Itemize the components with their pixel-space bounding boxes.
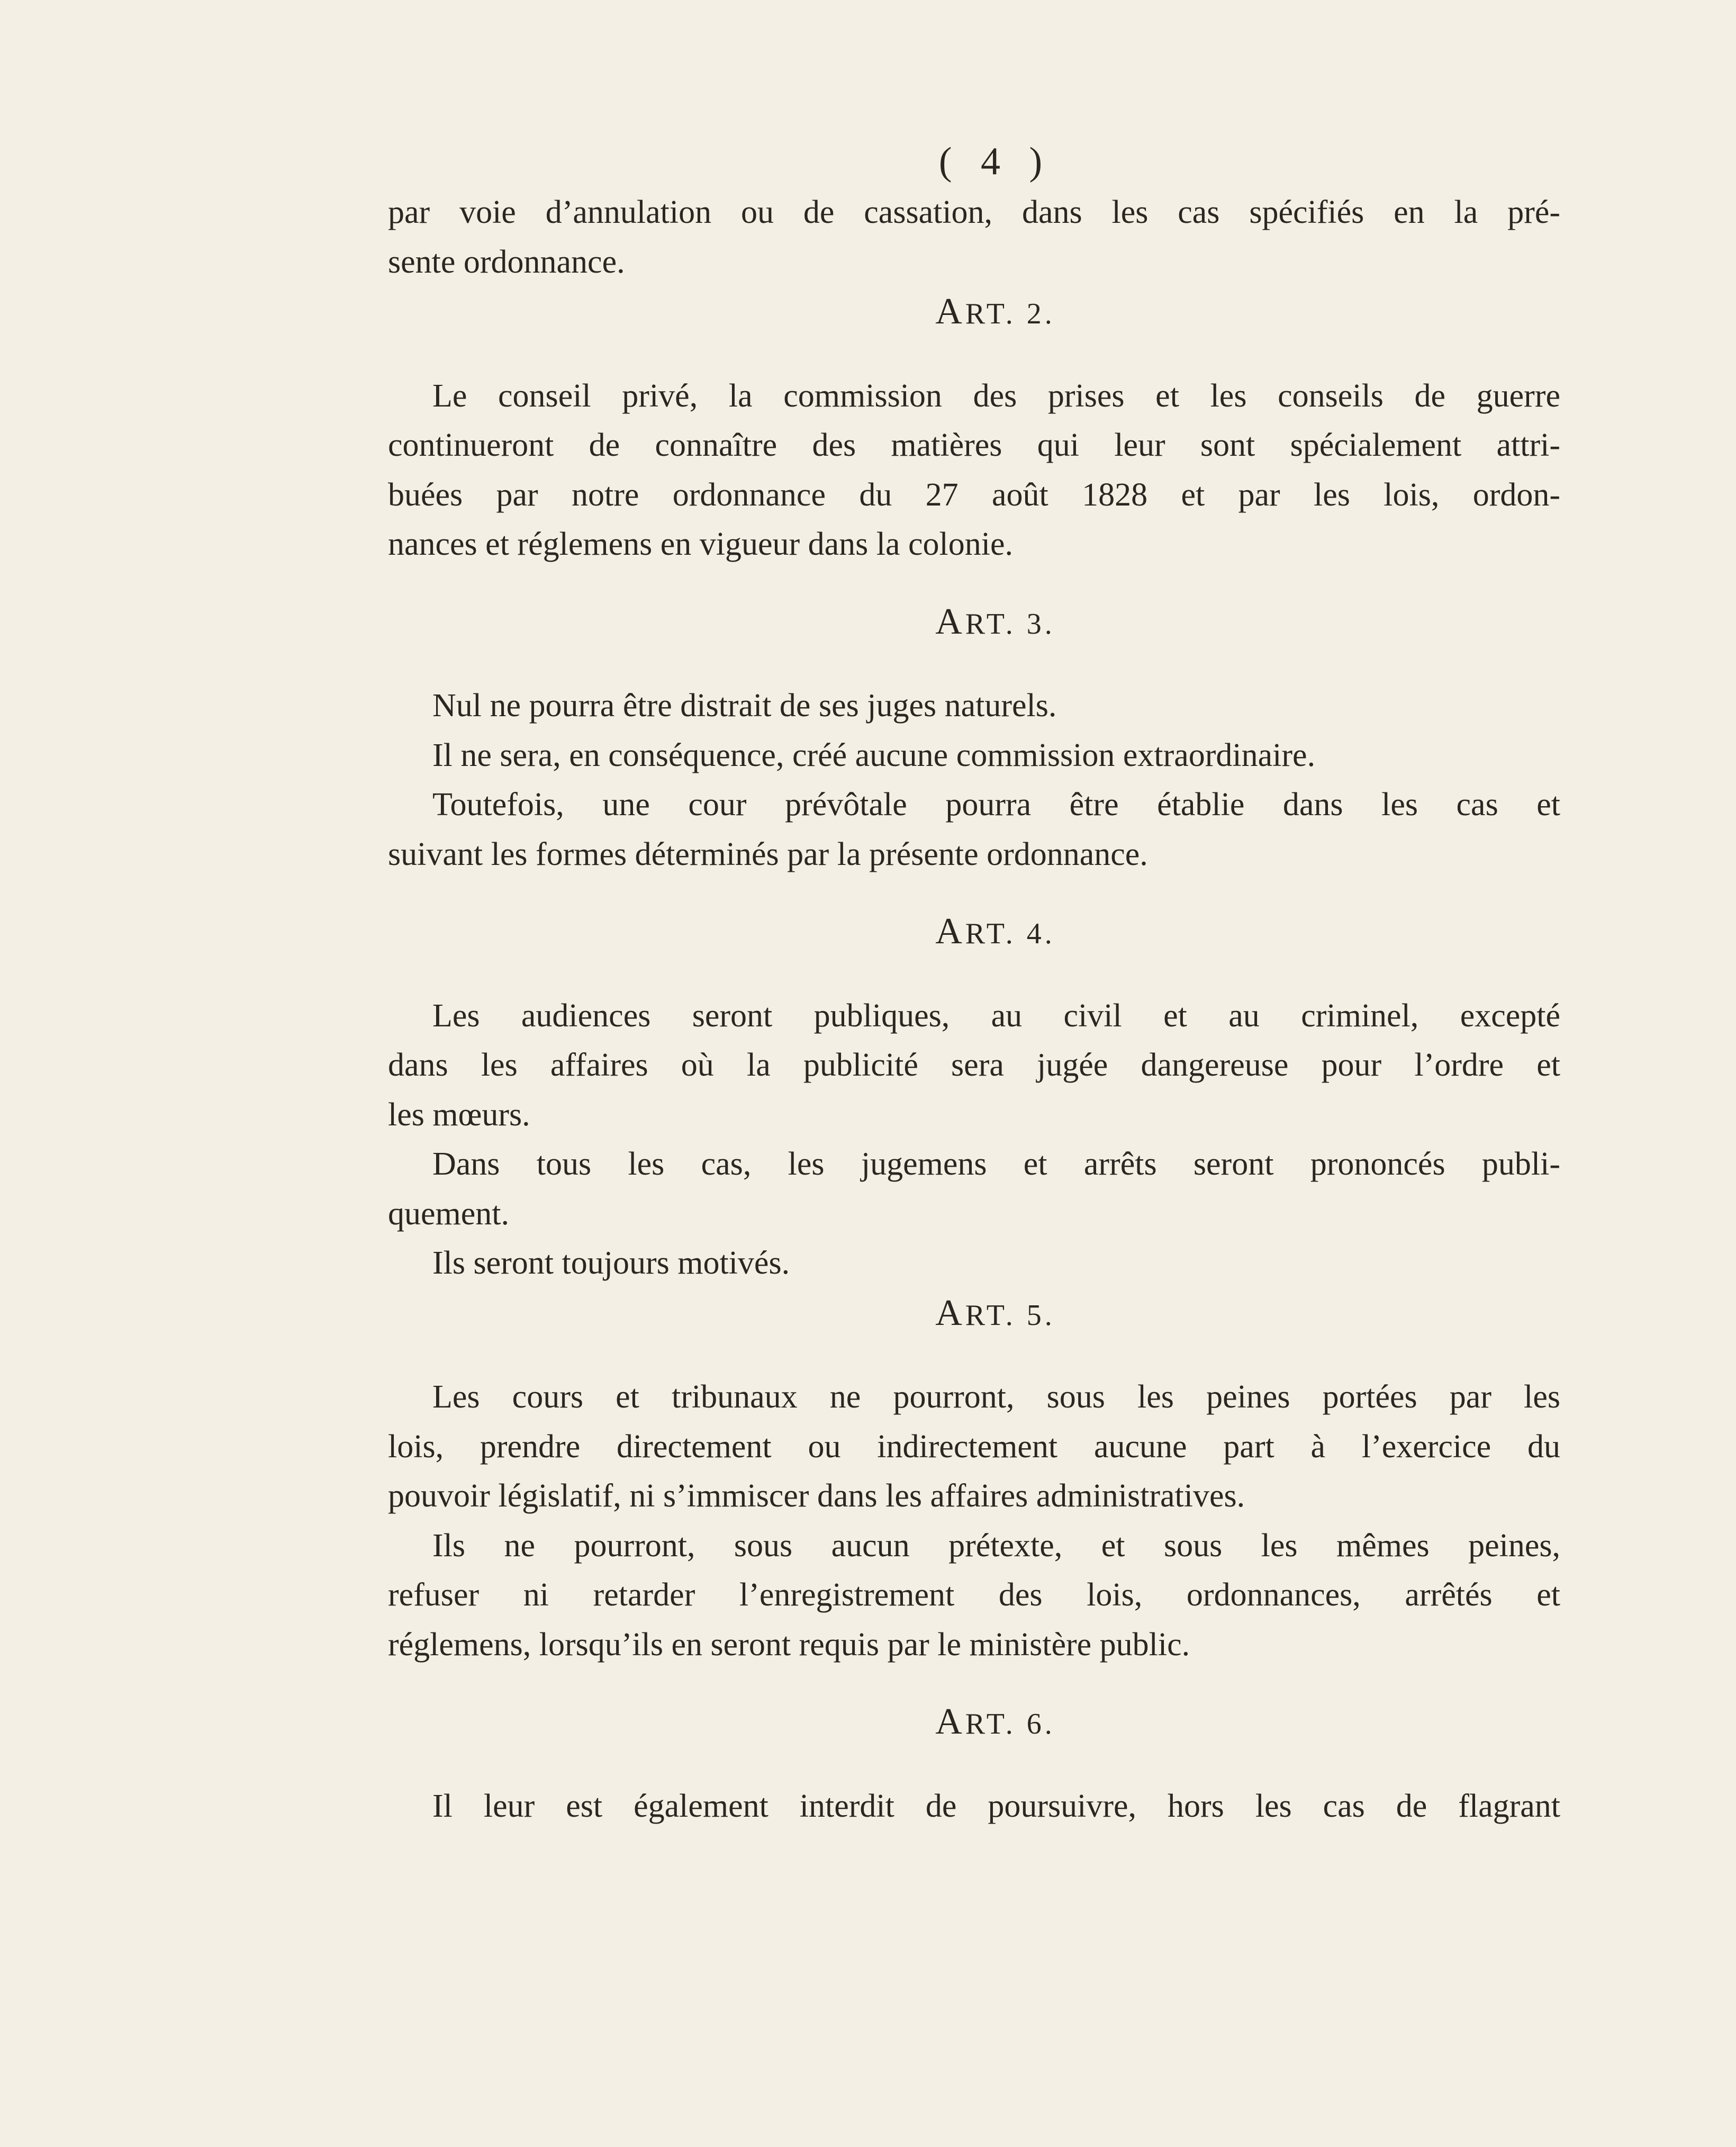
text-line: Ils ne pourront, sous aucun prétexte, et sous les mêmes peines, (432, 1527, 1560, 1564)
text-line: Il leur est également interdit de poursuivre, hors les cas de flagrant (432, 1788, 1560, 1824)
text-line: continueront de connaître des matières qui leur sont spécialement attri- (388, 427, 1560, 463)
article-heading-4 (430, 907, 1560, 957)
text-line: les mœurs. (388, 1096, 530, 1133)
heading-rest: RT. 5. (965, 1298, 1055, 1332)
text-line: sente ordonnance. (388, 243, 625, 280)
heading-rest: RT. 3. (965, 607, 1055, 641)
heading-initial: A (935, 1701, 965, 1742)
article-heading-2 (430, 287, 1560, 337)
text-line: Toutefois, une cour prévôtale pourra être établie dans les cas et (432, 787, 1560, 823)
text-line: suivant les formes déterminés par la présente ordonnance. (388, 836, 1148, 872)
text-line: Ils seront toujours motivés. (432, 1245, 790, 1281)
text-body (388, 135, 1560, 1831)
text-line: dans les affaires où la publicité sera jugée dangereuse pour l’ordre et (388, 1047, 1560, 1083)
heading-rest: RT. 6. (965, 1708, 1055, 1740)
text-line: réglemens, lorsqu’ils en seront requis par le ministère public. (388, 1626, 1190, 1663)
heading-rest: RT. 4. (965, 917, 1055, 950)
text-line: lois, prendre directement ou indirectement aucune part à l’exercice du (388, 1428, 1560, 1465)
text-line: par voie d’annulation ou de cassation, dans les cas spécifiés en la pré- (388, 194, 1560, 230)
text-line: Nul ne pourra être distrait de ses juges naturels. (432, 688, 1057, 724)
text-line: nances et réglemens en vigueur dans la colonie. (388, 526, 1013, 562)
text-line: quement. (388, 1195, 509, 1232)
text-line: refuser ni retarder l’enregistrement des lois, ordonnances, arrêtés et (388, 1577, 1560, 1613)
heading-initial: A (935, 911, 965, 952)
article-heading-5 (430, 1288, 1560, 1338)
text-line: buées par notre ordonnance du 27 août 1828 et par les lois, ordon- (388, 476, 1560, 513)
heading-rest: RT. 2. (965, 297, 1055, 330)
text-line: Le conseil privé, la commission des prises et les conseils de guerre (432, 377, 1560, 414)
heading-initial: A (935, 1292, 965, 1333)
text-line: Les audiences seront publiques, au civil et au criminel, excepté (432, 997, 1560, 1034)
text-line: pouvoir législatif, ni s’immiscer dans les affaires administratives. (388, 1478, 1245, 1514)
text-line: Il ne sera, en conséquence, créé aucune commission extraordinaire. (432, 737, 1316, 773)
page-number: ( 4 ) (938, 140, 1052, 183)
heading-initial: A (935, 291, 965, 332)
text-line: Les cours et tribunaux ne pourront, sous les peines portées par les (432, 1379, 1560, 1415)
heading-initial: A (935, 601, 965, 642)
article-heading-6 (430, 1697, 1560, 1747)
text-line: Dans tous les cas, les jugemens et arrêts seront prononcés publi- (432, 1146, 1560, 1182)
article-heading-3 (430, 597, 1560, 647)
